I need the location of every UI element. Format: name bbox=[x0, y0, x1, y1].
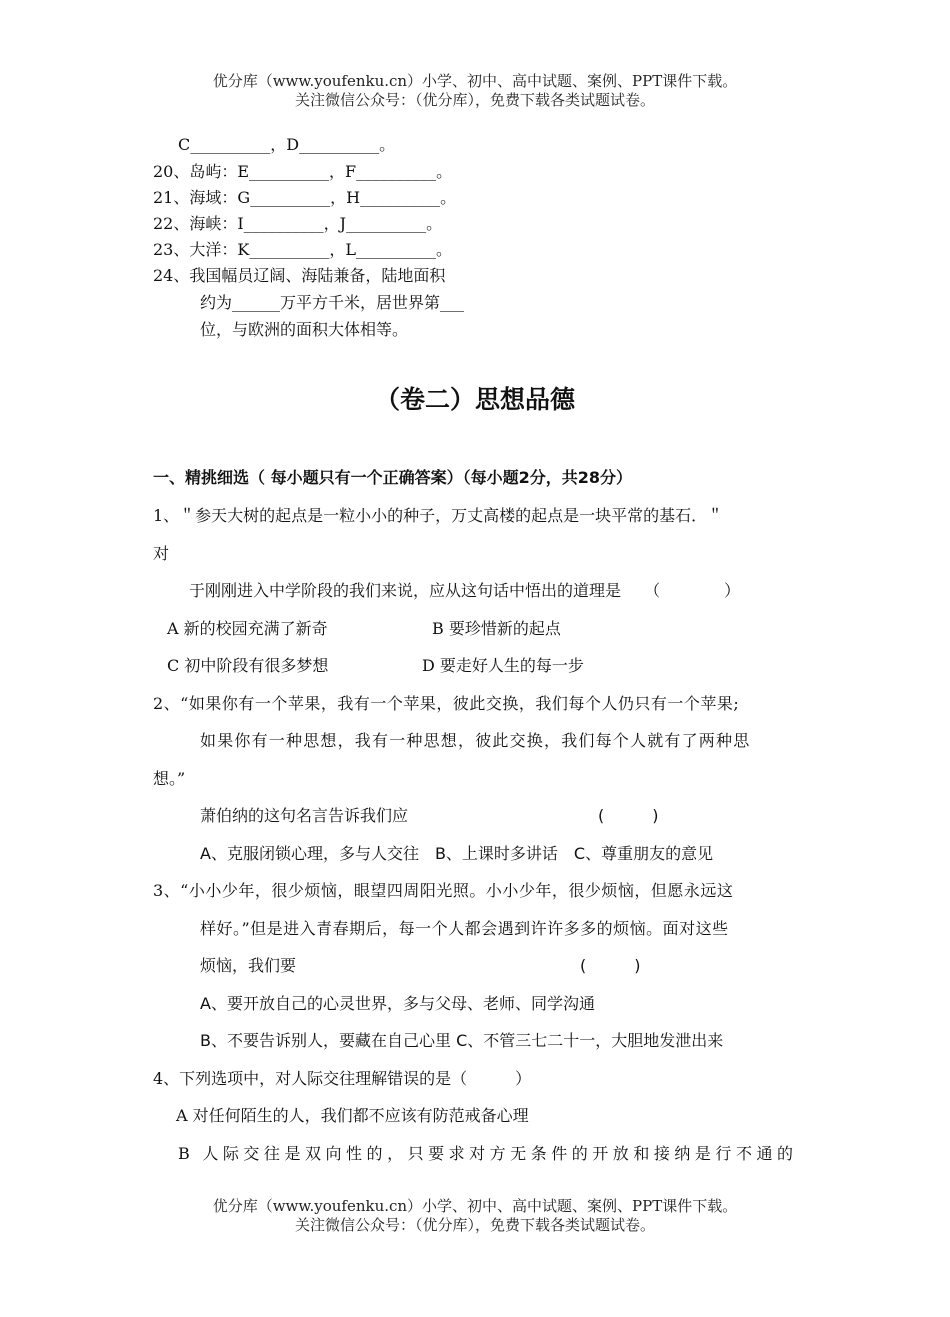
question-23: 23、大洋：K__________，L__________。 bbox=[153, 240, 452, 259]
q1-option-a: A 新的校园充满了新奇 bbox=[167, 619, 328, 638]
paper-2-title: （卷二）思想品德 bbox=[374, 385, 575, 414]
page-footer bbox=[0, 1197, 950, 1235]
q3-line-2: 样好。”但是进入青春期后，每一个人都会遇到许许多多的烦恼。面对这些 bbox=[200, 919, 729, 938]
question-24-line-1: 24、我国幅员辽阔、海陆兼备，陆地面积 bbox=[153, 266, 446, 285]
header-line-1: 优分库（www.youfenku.cn）小学、初中、高中试题、案例、PPT课件下载。 bbox=[212, 72, 738, 90]
q3-line-3: 烦恼，我们要 bbox=[200, 956, 297, 975]
q1-line-1: 1、＂参天大树的起点是一粒小小的种子，万丈高楼的起点是一块平常的基石．＂ bbox=[153, 506, 724, 525]
footer-line-2: 关注微信公众号：（优分库），免费下载各类试题试卷。 bbox=[294, 1216, 655, 1234]
q3-option-a: A、要开放自己的心灵世界，多与父母、老师、同学沟通 bbox=[200, 994, 595, 1013]
section-1-heading: 一、精挑细选（ 每小题只有一个正确答案）（每小题2分，共28分） bbox=[153, 468, 632, 487]
q1-option-b: B 要珍惜新的起点 bbox=[432, 619, 561, 638]
q1-stem: 于刚刚进入中学阶段的我们来说，应从这句话中悟出的道理是 bbox=[189, 581, 622, 600]
question-24-line-2: 约为______万平方千米，居世界第___ bbox=[200, 293, 465, 312]
page-header-top bbox=[0, 72, 950, 110]
q1-line-1b: 对 bbox=[153, 544, 170, 563]
q2-options: A、克服闭锁心理，多与人交往 B、上课时多讲话 C、尊重朋友的意见 bbox=[200, 844, 714, 863]
q1-option-d: D 要走好人生的每一步 bbox=[422, 656, 584, 675]
q4-option-b: B 人际交往是双向性的，只要求对方无条件的开放和接纳是行不通的 bbox=[178, 1144, 796, 1163]
question-22: 22、海峡：I__________，J__________。 bbox=[153, 214, 443, 233]
question-24-line-3: 位，与欧洲的面积大体相等。 bbox=[200, 320, 409, 339]
q2-line-3: 想。” bbox=[153, 769, 186, 788]
q3-options-bc: B、不要告诉别人，要藏在自己心里 C、不管三七二十一，大胆地发泄出来 bbox=[200, 1031, 724, 1050]
q3-line-1: 3、“小小少年，很少烦恼，眼望四周阳光照。小小少年，很少烦恼，但愿永远这 bbox=[153, 881, 734, 900]
q1-answer-paren: （ ） bbox=[644, 581, 741, 600]
q1-option-c: C 初中阶段有很多梦想 bbox=[167, 656, 329, 675]
q2-answer-paren: ( ) bbox=[598, 806, 659, 825]
header-line-2: 关注微信公众号：（优分库），免费下载各类试题试卷。 bbox=[294, 91, 655, 109]
question-20: 20、岛屿：E__________，F__________。 bbox=[153, 162, 453, 181]
question-21: 21、海域：G__________，H__________。 bbox=[153, 188, 457, 207]
q4-line-1: 4、下列选项中，对人际交往理解错误的是（ ） bbox=[153, 1069, 532, 1088]
q2-line-4: 萧伯纳的这句名言告诉我们应 bbox=[200, 806, 409, 825]
geo-line-cd: C__________，D__________。 bbox=[178, 135, 396, 154]
q4-option-a: A 对任何陌生的人，我们都不应该有防范戒备心理 bbox=[176, 1106, 529, 1125]
q2-line-2: 如果你有一种思想，我有一种思想，彼此交换，我们每个人就有了两种思 bbox=[200, 731, 751, 750]
q2-line-1: 2、“如果你有一个苹果，我有一个苹果，彼此交换，我们每个人仍只有一个苹果; bbox=[153, 694, 740, 713]
q1-line-2 bbox=[189, 578, 740, 601]
footer-line-1: 优分库（www.youfenku.cn）小学、初中、高中试题、案例、PPT课件下载。 bbox=[212, 1197, 738, 1215]
q3-answer-paren: ( ) bbox=[580, 956, 641, 975]
